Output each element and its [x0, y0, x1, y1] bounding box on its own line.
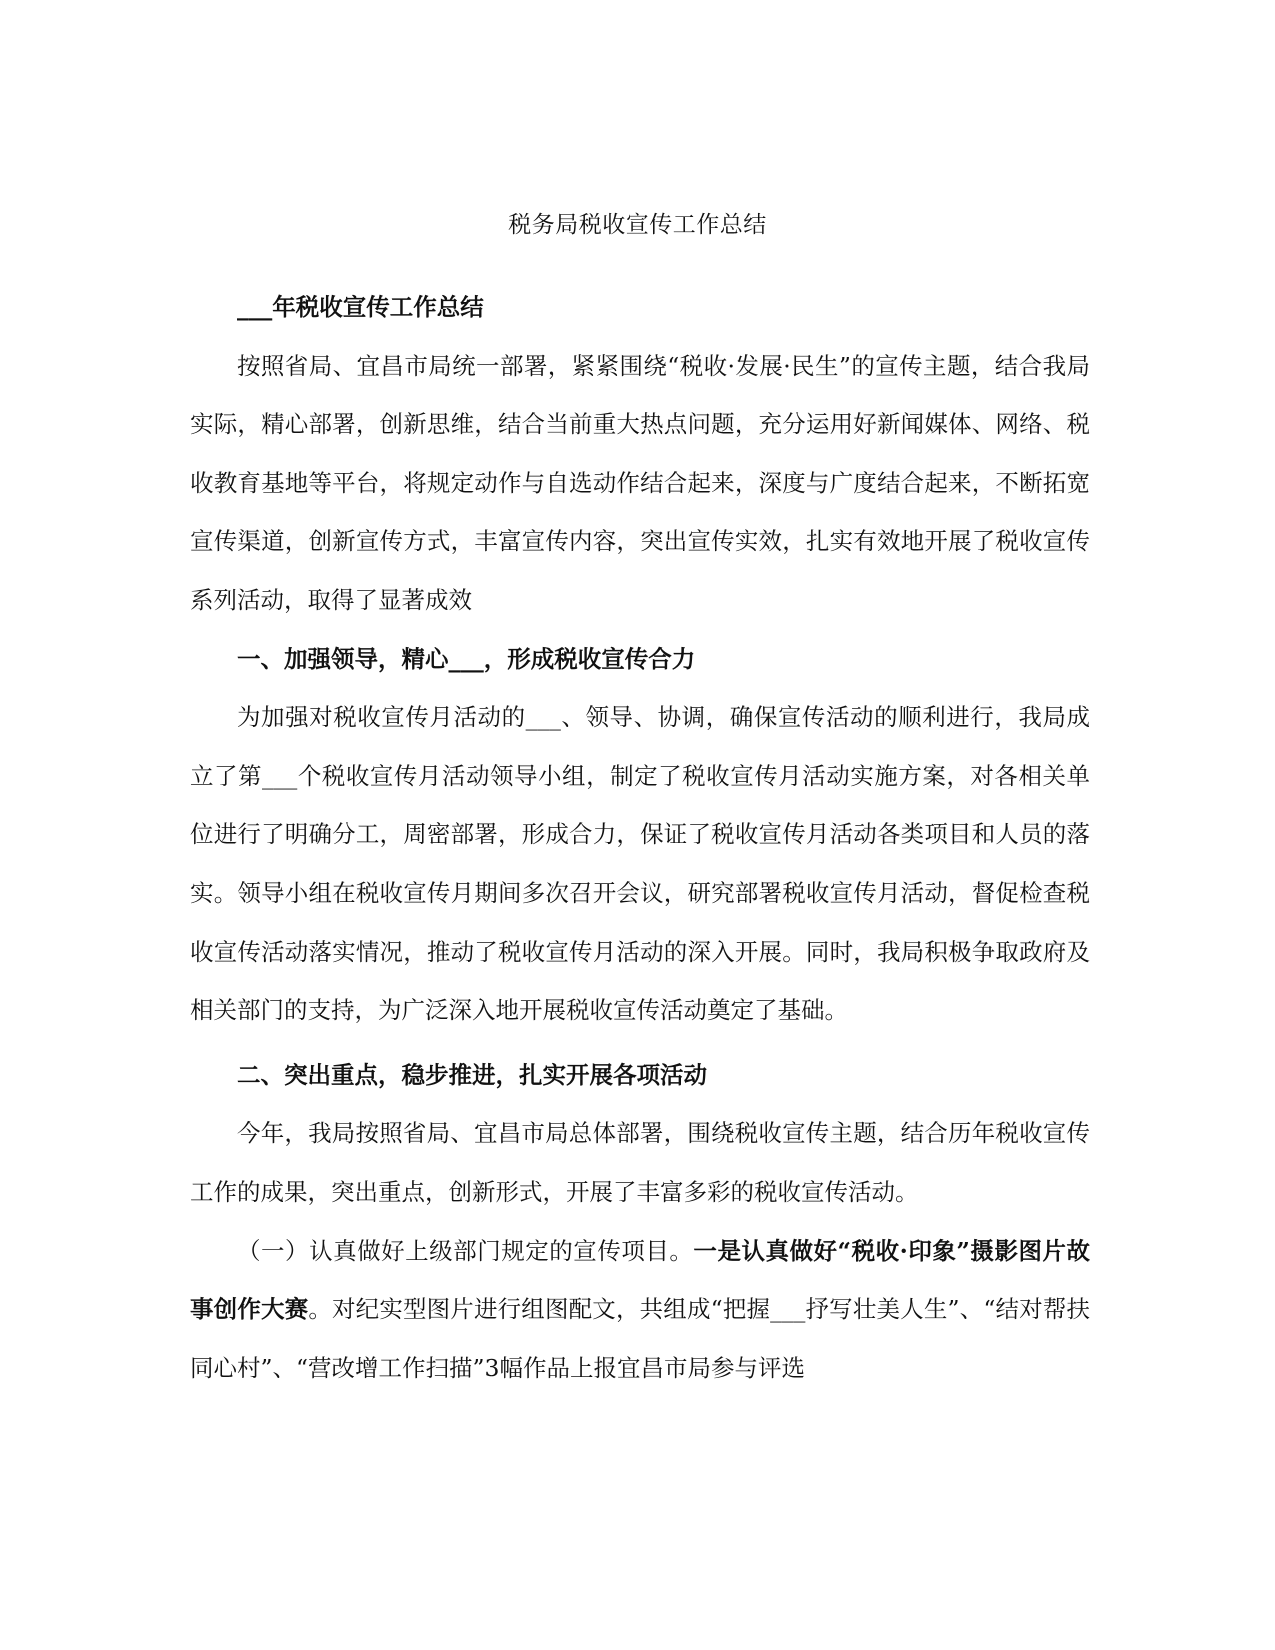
- document-body: [190, 278, 1090, 1397]
- item-1-rest: 。对纪实型图片进行组图配文，共组成“把握___抒写壮美人生”、“结对帮扶同心村”、“营改增工作扫描”3幅作品上报宜昌市局参与评选: [190, 1295, 1091, 1382]
- section-2-heading: 二、突出重点，稳步推进，扎实开展各项活动: [237, 1060, 707, 1089]
- section-1-heading: 一、加强领导，精心___，形成税收宣传合力: [237, 644, 696, 673]
- section-2-paragraph: 今年，我局按照省局、宜昌市局总体部署，围绕税收宣传主题，结合历年税收宣传工作的成果，突出重点，创新形式，开展了丰富多彩的税收宣传活动。: [190, 1119, 1090, 1206]
- intro-paragraph: 按照省局、宜昌市局统一部署，紧紧围绕“税收·发展·民生”的宣传主题，结合我局实际，精心部署，创新思维，结合当前重大热点问题，充分运用好新闻媒体、网络、税收教育基地等平台，将规定动作与自选动作结合起来，深度与广度结合起来，不断拓宽宣传渠道，创新宣传方式，丰富宣传内容，突出宣传实效，扎实有效地开展了税收宣传系列活动，取得了显著成效: [190, 351, 1090, 614]
- document-title: 税务局税收宣传工作总结: [508, 212, 767, 238]
- item-1-paragraph: [190, 1222, 1090, 1398]
- section-1-paragraph: 为加强对税收宣传月活动的___、领导、协调，确保宣传活动的顺利进行，我局成立了第___个税收宣传月活动领导小组，制定了税收宣传月活动实施方案，对各相关单位进行了明确分工，周密部署，形成合力，保证了税收宣传月活动各类项目和人员的落实。领导小组在税收宣传月期间多次召开会议，研究部署税收宣传月活动，督促检查税收宣传活动落实情况，推动了税收宣传月活动的深入开展。同时，我局积极争取政府及相关部门的支持，为广泛深入地开展税收宣传活动奠定了基础。: [190, 703, 1090, 1025]
- item-1-bold-text: 一是认真做好“税收·印象”摄影图片故事创作大赛: [190, 1236, 1091, 1324]
- document-subtitle: ___年税收宣传工作总结: [237, 293, 484, 321]
- item-1-lead: （一）认真做好上级部门规定的宣传项目。: [237, 1236, 694, 1265]
